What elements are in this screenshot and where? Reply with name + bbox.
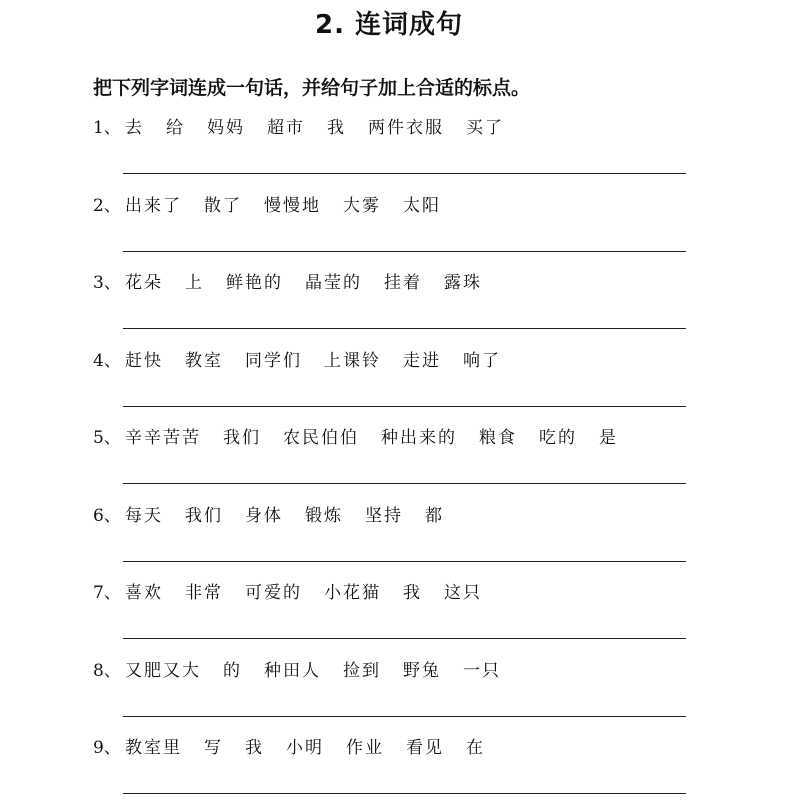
word: 花朵 xyxy=(125,273,163,293)
word: 锻炼 xyxy=(305,505,343,526)
word-group-row xyxy=(93,734,713,762)
word: 写 xyxy=(204,738,223,758)
word-list xyxy=(125,269,482,297)
word-group-row xyxy=(93,424,713,452)
word-group-row xyxy=(93,579,713,607)
word: 粮食 xyxy=(479,428,517,448)
exercise-item-8 xyxy=(93,657,713,719)
word: 响了 xyxy=(463,350,501,371)
word: 出来了 xyxy=(125,195,182,216)
word: 散了 xyxy=(204,195,242,216)
word: 小花猫 xyxy=(324,583,381,603)
word: 我 xyxy=(327,118,346,138)
exercise-list xyxy=(93,114,713,796)
word: 太阳 xyxy=(403,195,441,216)
word-group-row xyxy=(93,347,713,375)
word-list xyxy=(125,347,501,375)
answer-line xyxy=(123,793,686,794)
word: 小明 xyxy=(286,738,324,758)
word: 上 xyxy=(185,273,204,293)
item-number: 7、 xyxy=(93,583,121,603)
answer-line xyxy=(123,406,686,407)
answer-line xyxy=(123,251,686,252)
word: 给 xyxy=(166,118,185,138)
word: 野兔 xyxy=(403,660,441,681)
word: 我 xyxy=(245,738,264,758)
item-number: 1、 xyxy=(93,118,121,138)
exercise-item-2 xyxy=(93,192,713,254)
item-number: 5、 xyxy=(93,428,121,448)
word: 又肥又大 xyxy=(125,660,201,681)
word: 妈妈 xyxy=(207,118,245,138)
word: 我们 xyxy=(223,428,261,448)
answer-line xyxy=(123,328,686,329)
word: 辛辛苦苦 xyxy=(125,428,201,448)
word-list xyxy=(125,579,482,607)
word: 一只 xyxy=(463,660,501,681)
word: 的 xyxy=(223,660,242,681)
word: 露珠 xyxy=(444,273,482,293)
word: 慢慢地 xyxy=(264,195,321,216)
item-number: 8、 xyxy=(93,660,121,681)
word: 我 xyxy=(403,583,422,603)
answer-line xyxy=(123,638,686,639)
word: 去 xyxy=(125,118,144,138)
word: 上课铃 xyxy=(324,350,381,371)
word-group-row xyxy=(93,269,713,297)
word-group-row xyxy=(93,114,713,142)
word: 种田人 xyxy=(264,660,321,681)
word: 是 xyxy=(599,428,618,448)
word: 身体 xyxy=(245,505,283,526)
item-number: 6、 xyxy=(93,505,121,526)
item-number: 9、 xyxy=(93,738,121,758)
word-list xyxy=(125,734,485,762)
word: 看见 xyxy=(406,738,444,758)
word: 赶快 xyxy=(125,350,163,371)
item-number: 2、 xyxy=(93,195,121,216)
word: 晶莹的 xyxy=(305,273,362,293)
answer-line xyxy=(123,173,686,174)
word-list xyxy=(125,657,501,685)
word: 非常 xyxy=(185,583,223,603)
exercise-item-1 xyxy=(93,114,713,176)
word: 农民伯伯 xyxy=(283,428,359,448)
word: 这只 xyxy=(444,583,482,603)
word: 教室 xyxy=(185,350,223,371)
exercise-item-3 xyxy=(93,269,713,331)
word: 可爱的 xyxy=(245,583,302,603)
item-number: 4、 xyxy=(93,350,121,371)
word: 教室里 xyxy=(125,738,182,758)
word: 挂着 xyxy=(384,273,422,293)
word: 超市 xyxy=(267,118,305,138)
word-list xyxy=(125,114,504,142)
word: 坚持 xyxy=(365,505,403,526)
word: 都 xyxy=(425,505,444,526)
exercise-item-9 xyxy=(93,734,713,796)
word-group-row xyxy=(93,192,713,220)
word: 作业 xyxy=(346,738,384,758)
word-list xyxy=(125,424,618,452)
exercise-item-6 xyxy=(93,502,713,564)
exercise-item-5 xyxy=(93,424,713,486)
word: 同学们 xyxy=(245,350,302,371)
word-group-row xyxy=(93,502,713,530)
exercise-item-4 xyxy=(93,347,713,409)
word: 在 xyxy=(466,738,485,758)
worksheet-title: 2. 连词成句 xyxy=(314,10,464,40)
word: 喜欢 xyxy=(125,583,163,603)
word-list xyxy=(125,192,441,220)
word-group-row xyxy=(93,657,713,685)
worksheet-instruction: 把下列字词连成一句话，并给句子加上合适的标点。 xyxy=(93,77,531,99)
answer-line xyxy=(123,716,686,717)
item-number: 3、 xyxy=(93,273,121,293)
word: 鲜艳的 xyxy=(226,273,283,293)
word: 走进 xyxy=(403,350,441,371)
word: 大雾 xyxy=(343,195,381,216)
exercise-item-7 xyxy=(93,579,713,641)
answer-line xyxy=(123,561,686,562)
word: 种出来的 xyxy=(381,428,457,448)
word: 捡到 xyxy=(343,660,381,681)
word: 每天 xyxy=(125,505,163,526)
word: 吃的 xyxy=(539,428,577,448)
word: 我们 xyxy=(185,505,223,526)
word: 买了 xyxy=(466,118,504,138)
word: 两件衣服 xyxy=(368,118,444,138)
answer-line xyxy=(123,483,686,484)
word-list xyxy=(125,502,444,530)
